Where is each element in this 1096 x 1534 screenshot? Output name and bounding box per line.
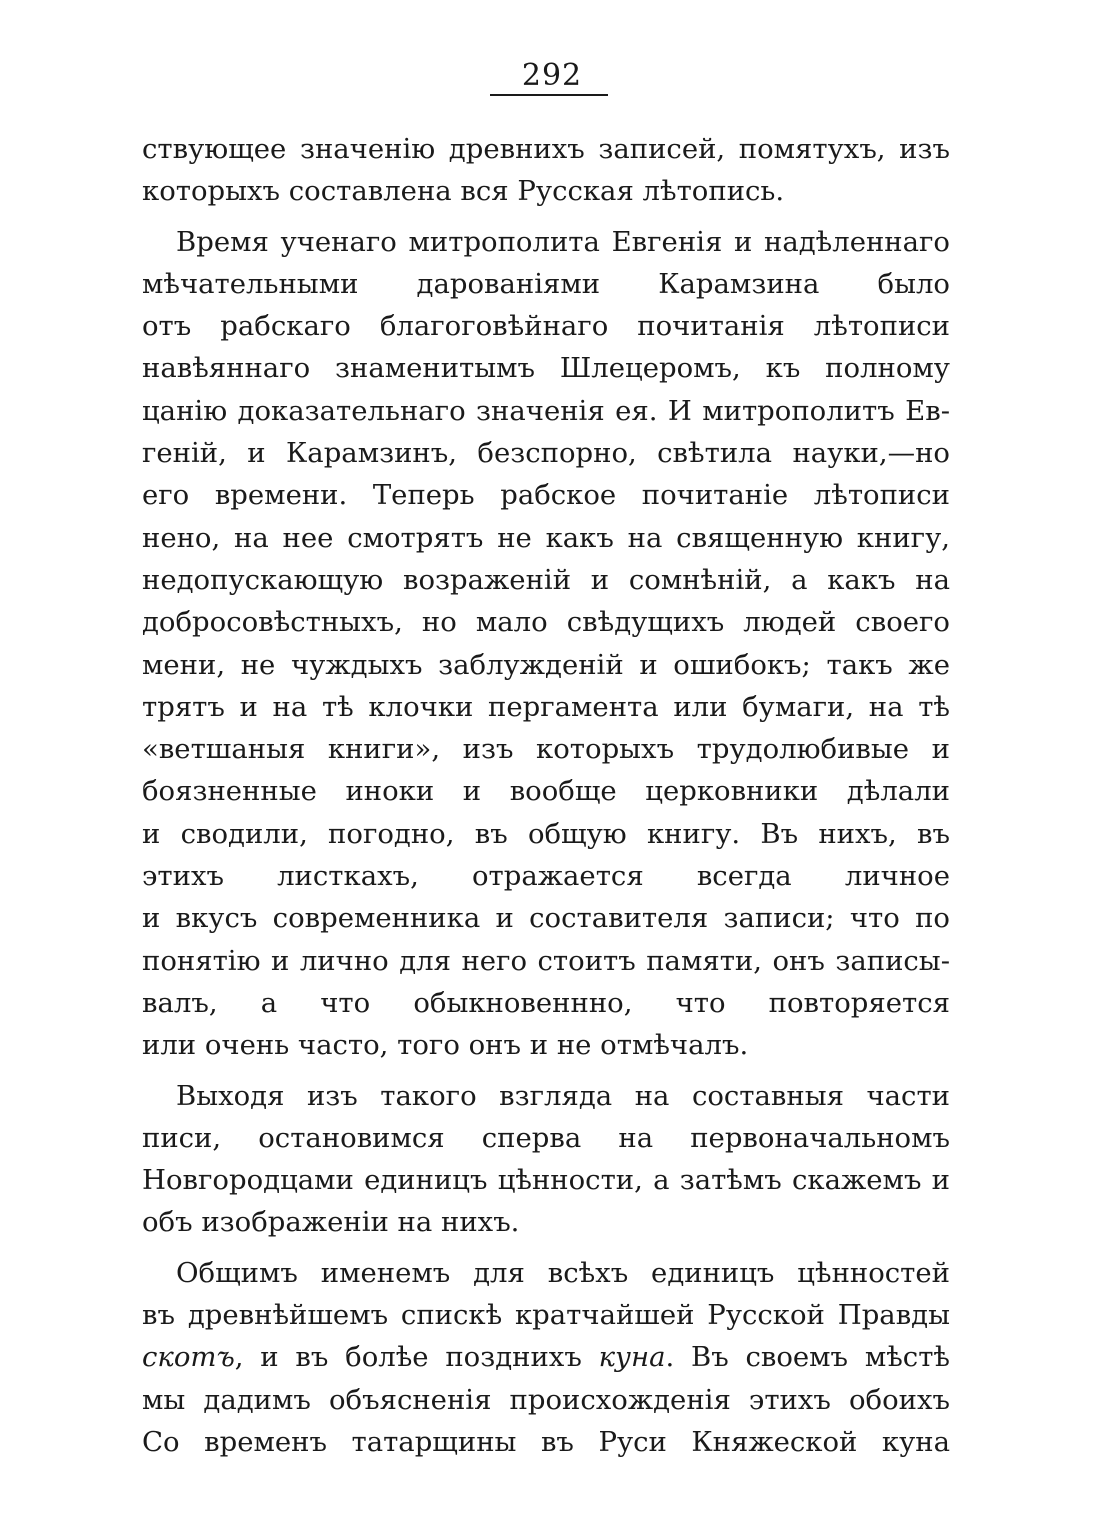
- emphasis-skot: скотъ: [142, 1341, 235, 1374]
- text-line: или очень часто, того онъ и не отмѣчалъ.: [142, 1029, 749, 1062]
- text-line: мени, не чуждыхъ заблужденій и ошибокъ; такъ же: [142, 648, 950, 681]
- text-line: и сводили, погодно, въ общую книгу. Въ нихъ, въ: [142, 817, 950, 850]
- text-line-with-emphasis: скотъ, и въ болѣе позднихъ куна. Въ своемъ мѣстѣ: [142, 1341, 950, 1374]
- text-line: отъ рабскаго благоговѣйнаго почитанія лѣтописи: [142, 310, 950, 343]
- text-line: писи, остановимся сперва на первоначальномъ: [142, 1121, 950, 1154]
- text-line: валъ, а что обыкновеннно, что повторяется: [142, 986, 950, 1019]
- paragraph-start-line: Время ученаго митрополита Евгенія и надѣленнаго: [176, 225, 950, 258]
- text-line: трятъ и на тѣ клочки пергамента или бумаги, на тѣ: [142, 690, 950, 723]
- text-line: Новгородцами единицъ цѣнности, а затѣмъ скажемъ и: [142, 1164, 950, 1197]
- text-line: въ древнѣйшемъ спискѣ кратчайшей Русской Правды: [142, 1299, 950, 1332]
- page-number: 292: [521, 58, 583, 93]
- text-line: навѣяннаго знаменитымъ Шлецеромъ, къ полному: [142, 352, 950, 385]
- text-line: мы дадимъ объясненія происхожденія этихъ обоихъ: [142, 1383, 950, 1416]
- emphasis-kuna: куна: [598, 1341, 666, 1374]
- text-line: объ изображеніи на нихъ.: [142, 1206, 520, 1239]
- text-line: мѣчательными дарованіями Карамзина было: [142, 267, 950, 300]
- text-line: боязненные иноки и вообще церковники дѣлали: [142, 775, 950, 808]
- text-line: его времени. Теперь рабское почитаніе лѣтописи: [142, 479, 950, 512]
- text-line: «ветшаныя книги», изъ которыхъ трудолюбивые и: [142, 733, 950, 766]
- text-line: и вкусъ современника и составителя записи; что по: [142, 902, 950, 935]
- text-line: геній, и Карамзинъ, безспорно, свѣтила науки,—но: [142, 437, 950, 470]
- text-line: ствующее значенію древнихъ записей, помятухъ, изъ: [142, 133, 950, 165]
- text-line: цанію доказательнаго значенія ея. И митрополитъ Ев-: [142, 394, 950, 427]
- page-number-rule: [490, 94, 608, 96]
- paragraph-start-line: Выходя изъ такого взгляда на составныя части: [176, 1079, 950, 1112]
- text-line: нено, на нее смотрятъ не какъ на священную книгу,: [142, 521, 950, 554]
- text-line: недопускающую возраженій и сомнѣній, а какъ на: [142, 563, 950, 596]
- text-line: Со временъ татарщины въ Руси Княжеской куна: [142, 1425, 950, 1458]
- body-text: [142, 128, 950, 1463]
- text-line: этихъ листкахъ, отражается всегда личное: [142, 860, 950, 893]
- text-line: которыхъ составлена вся Русская лѣтопись.: [142, 175, 785, 208]
- text-line: добросовѣстныхъ, но мало свѣдущихъ людей своего: [142, 606, 950, 639]
- text-line: понятію и лично для него стоитъ памяти, онъ записы-: [142, 944, 950, 977]
- paragraph-start-line: Общимъ именемъ для всѣхъ единицъ цѣнностей: [176, 1256, 950, 1289]
